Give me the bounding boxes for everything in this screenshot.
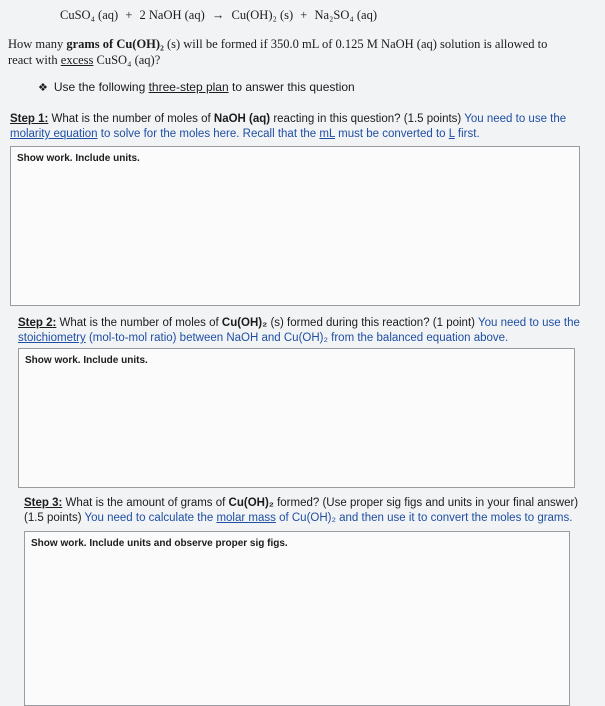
answer-box-label: Show work. Include units and observe proper sig figs. — [31, 538, 288, 549]
step-text: reacting in this question? (1.5 points) — [270, 113, 462, 125]
step-hint: of Cu(OH)₂ and then use it to convert the moles to grams. — [275, 512, 573, 524]
step-3-label: Step 3: — [24, 497, 63, 509]
question-text: (s) will be formed if 350.0 mL of 0.125 M NaOH (aq) solution is allowed to — [163, 37, 548, 51]
step-text: What is the number of moles of — [56, 317, 222, 329]
reactant-cuso4: CuSO₄ (aq) — [60, 8, 119, 22]
question-text: CuSO₄ (aq)? — [93, 53, 161, 67]
product-na2so4: Na₂SO₄ (aq) — [314, 8, 377, 22]
step-hint: You need to use the — [474, 317, 580, 329]
step-hint: You need to use the — [461, 113, 567, 125]
plan-text: Use the following — [53, 80, 149, 94]
plus-sign: + — [125, 8, 133, 22]
answer-box-label: Show work. Include units. — [17, 153, 140, 164]
main-question — [8, 36, 547, 68]
step-hint: first. — [454, 128, 480, 140]
step-hint: to solve for the moles here. Recall that the — [97, 128, 320, 140]
hint-link: molar mass — [216, 512, 276, 524]
step-bold: Cu(OH)₂ — [221, 317, 268, 329]
hint-link: mL — [319, 128, 335, 140]
plan-link: three-step plan — [148, 80, 229, 94]
question-bold: grams of Cu(OH)₂ — [66, 37, 164, 51]
question-underlined: excess — [60, 53, 94, 67]
step-bold: NaOH (aq) — [213, 113, 271, 125]
chemical-equation — [60, 8, 377, 23]
plus-sign: + — [300, 8, 308, 22]
hint-link: L — [448, 128, 455, 140]
step-hint: You need to calculate the — [81, 512, 217, 524]
answer-box-label: Show work. Include units. — [25, 355, 148, 366]
step-bold: Cu(OH)₂ — [228, 497, 274, 509]
hint-link: stoichiometry — [18, 332, 86, 344]
step-text: What is the number of moles of — [48, 113, 214, 125]
step-2-prompt — [18, 316, 580, 346]
plan-text: to answer this question — [228, 80, 355, 94]
reactant-naoh: 2 NaOH (aq) — [139, 8, 205, 22]
step-1-prompt — [10, 112, 566, 142]
step-3-prompt — [24, 496, 578, 526]
plan-instruction — [38, 80, 355, 94]
reaction-arrow-icon: → — [211, 8, 225, 22]
step-hint: must be converted to — [334, 128, 449, 140]
step-2-label: Step 2: — [18, 317, 57, 329]
product-cuoh2: Cu(OH)₂ (s) — [231, 8, 294, 22]
step-text: What is the amount of grams of — [62, 497, 229, 509]
question-text: How many — [8, 37, 67, 51]
diamond-bullet-icon: ❖ — [38, 82, 48, 94]
hint-link: molarity equation — [10, 128, 98, 140]
question-text: react with — [8, 53, 61, 67]
step-1-label: Step 1: — [10, 113, 49, 125]
step-1-answer-box[interactable] — [10, 146, 580, 306]
step-points: (1.5 points) — [24, 512, 82, 524]
step-text: formed? (Use proper sig figs and units in your final answer) — [273, 497, 579, 509]
step-3-answer-box[interactable] — [24, 531, 570, 706]
step-text: (s) formed during this reaction? (1 point) — [267, 317, 475, 329]
step-hint: (mol-to-mol ratio) between NaOH and Cu(OH)₂ from the balanced equation above. — [85, 332, 509, 344]
step-2-answer-box[interactable] — [18, 348, 575, 488]
